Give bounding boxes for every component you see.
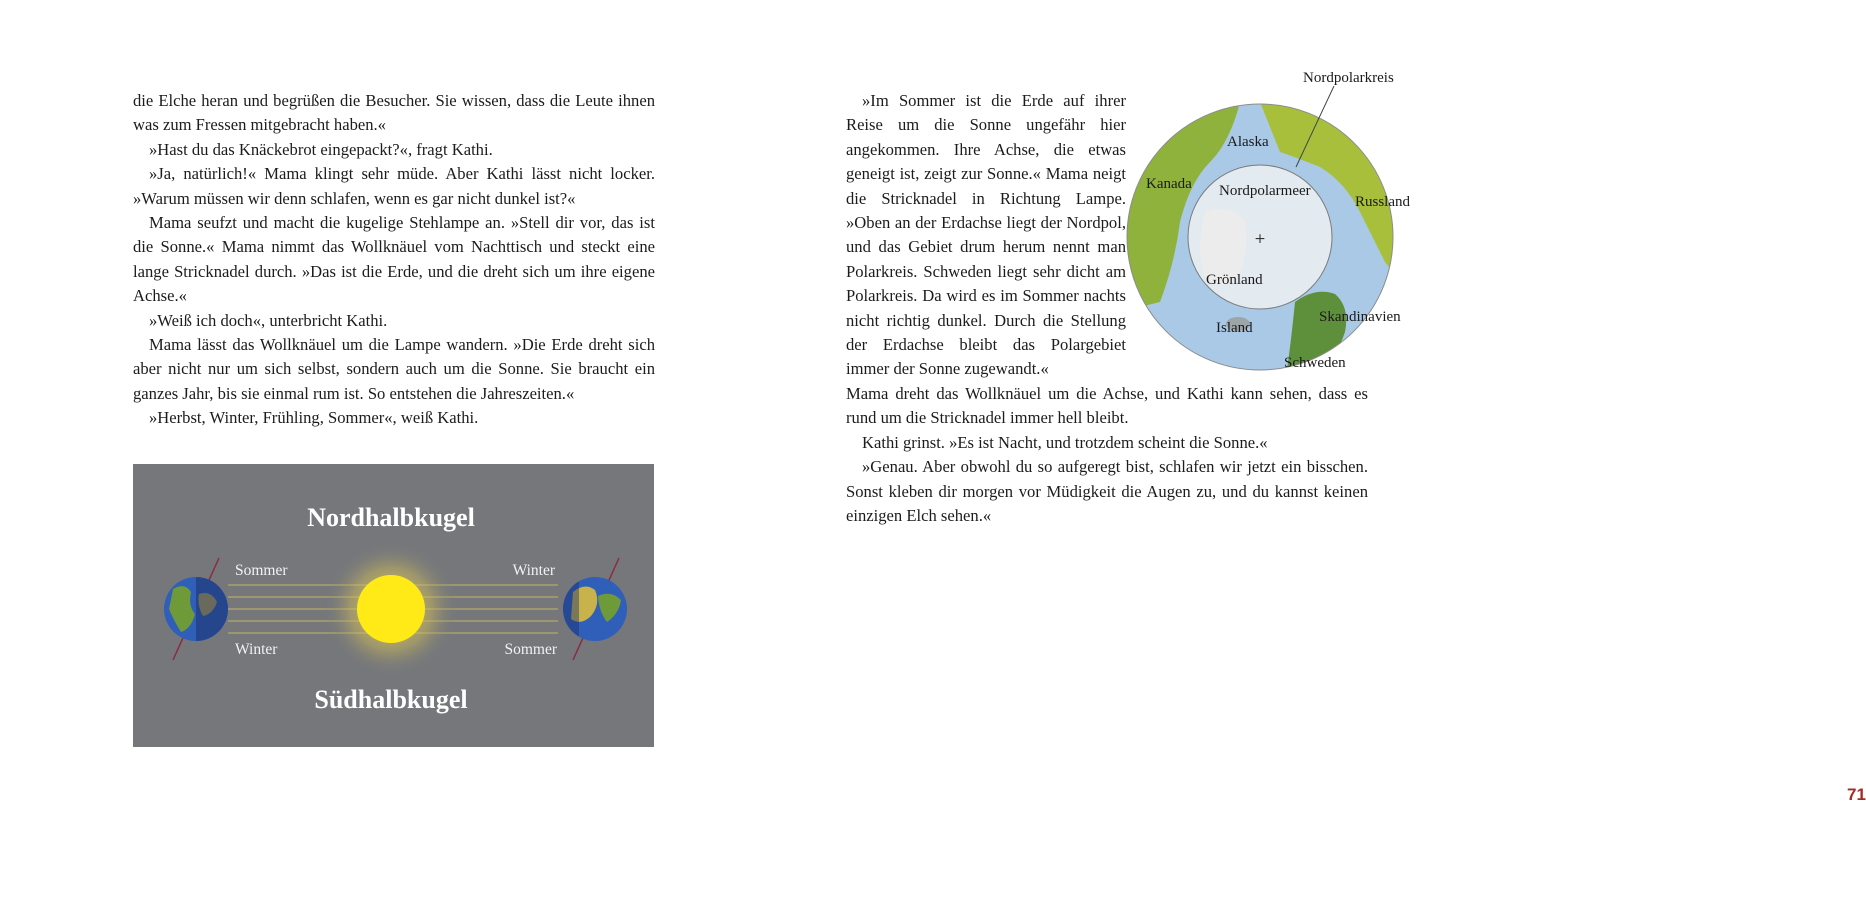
label-scandinavia: Skandinavien — [1319, 309, 1401, 325]
paragraph: »Weiß ich doch«, unterbricht Kathi. — [149, 310, 388, 330]
seasons-illustration — [133, 464, 654, 747]
left-page-text — [133, 89, 655, 431]
label-left-bottom: Winter — [235, 641, 278, 658]
label-polar-circle: Nordpolarkreis — [1303, 70, 1394, 86]
polar-map-illustration — [1120, 62, 1430, 382]
sun — [357, 575, 425, 643]
label-right-bottom: Sommer — [504, 641, 557, 658]
paragraph: Mama seufzt und macht die kugelige Stehlampe an. »Stell dir vor, das ist die Sonne.« Mama nimmt das Wollknäuel vom Nachttisch und steckt eine lange Stricknadel durch. »Das ist die Erde, und die dreht sich um ihre eigene Achse.« — [133, 213, 655, 306]
label-alaska: Alaska — [1227, 134, 1269, 150]
label-arctic-ocean: Nordpolarmeer — [1219, 183, 1311, 199]
wrapped-text-block — [846, 89, 1126, 382]
seasons-svg — [133, 464, 654, 747]
paragraph: »Hast du das Knäckebrot eingepackt?«, fragt Kathi. — [149, 139, 493, 159]
paragraph: die Elche heran und begrüßen die Besucher. Sie wissen, dass die Leute ihnen was zum Fressen mitgebracht haben.« — [133, 91, 655, 135]
polar-map-svg — [1120, 62, 1430, 382]
label-greenland: Grönland — [1206, 272, 1263, 288]
continuation-text: Mama dreht das Wollknäuel um die Achse, und Kathi kann sehen, dass es rund um die Stricknadel immer hell bleibt. — [846, 383, 1368, 428]
left-page — [0, 0, 750, 914]
label-canada: Kanada — [1146, 176, 1192, 192]
paragraph: »Ja, natürlich!« Mama klingt sehr müde. Aber Kathi lässt nicht locker. »Warum müssen wir denn schlafen, wenn es gar nicht dunkel ist?« — [133, 164, 655, 208]
paragraph: Mama lässt das Wollknäuel um die Lampe wandern. »Die Erde dreht sich aber nicht nur um sich selbst, sondern auch um die Sonne. Sie braucht ein ganzes Jahr, bis sie einmal rum ist. So entstehen die Jahreszeiten.« — [133, 335, 655, 403]
title-northern-hemisphere: Nordhalbkugel — [307, 503, 475, 532]
label-right-top: Winter — [512, 562, 555, 579]
paragraph: »Genau. Aber obwohl du so aufgeregt bist, schlafen wir jetzt ein bisschen. Sonst kleben dir morgen vor Müdigkeit die Augen zu, und du kannst keinen einzigen Elch sehen.« — [846, 457, 1368, 525]
paragraph: »Herbst, Winter, Frühling, Sommer«, weiß Kathi. — [149, 408, 479, 428]
label-sweden: Schweden — [1284, 355, 1346, 371]
label-left-top: Sommer — [235, 562, 288, 579]
paragraph: Kathi grinst. »Es ist Nacht, und trotzdem scheint die Sonne.« — [862, 432, 1268, 452]
paragraph: »Im Sommer ist die Erde auf ihrer Reise um die Sonne ungefähr hier angekommen. Ihre Achse, die etwas geneigt ist, zeigt zur Sonne.« Mama neigt die Stricknadel in Richtung Lampe. »Oben an der Erdachse liegt der Nordpol, und das Gebiet drum herum nennt man Polarkreis. Schweden liegt sehr dicht am Polarkreis. Da wird es im Sommer nachts nicht richtig dunkel. Durch die Stellung der Erdachse bleibt das Polargebiet immer der Sonne zugewandt.« — [846, 91, 1126, 379]
label-iceland: Island — [1216, 320, 1253, 336]
label-russia: Russland — [1355, 194, 1411, 210]
north-pole-marker: + — [1254, 231, 1266, 247]
page-number: 71 — [1847, 785, 1866, 804]
title-southern-hemisphere: Südhalbkugel — [314, 685, 468, 714]
following-paragraphs — [846, 431, 1368, 529]
